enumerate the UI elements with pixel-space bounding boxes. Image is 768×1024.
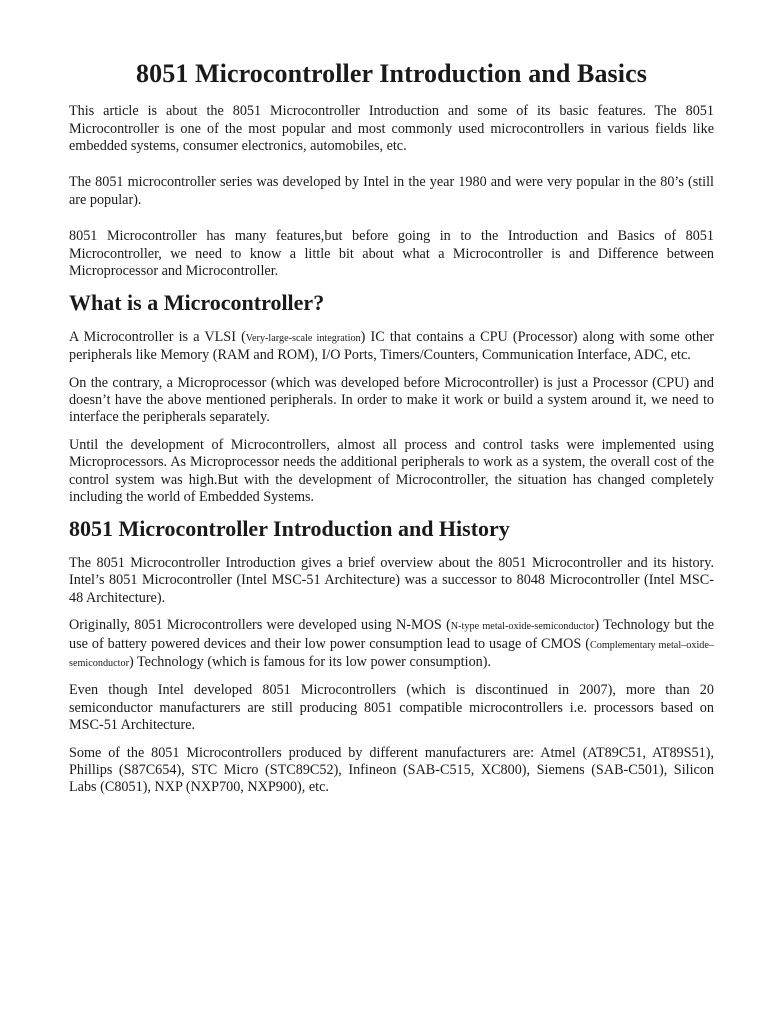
section-heading-introduction-history: 8051 Microcontroller Introduction and History bbox=[69, 516, 510, 542]
intro-paragraph-3: 8051 Microcontroller has many features,but before going in to the Introduction and Basics of 8051 Microcontroller, we need to know a little bit about what a Microcontroller is and Difference between Microprocessor and Microcontroller. bbox=[69, 228, 714, 280]
section2-paragraph-1: The 8051 Microcontroller Introduction gives a brief overview about the 8051 Microcontroller and its history. Intel’s 8051 Microcontroller (Intel MSC-51 Architecture) was a successor to 8048 Microcontroller (Intel MSC-48 Architecture). bbox=[69, 554, 714, 606]
section1-paragraph-2: On the contrary, a Microprocessor (which was developed before Microcontroller) is just a Processor (CPU) and doesn’t have the above mentioned peripherals. In order to make it work or build a system around it, we need to interface the peripherals separately. bbox=[69, 374, 714, 426]
section2-paragraph-3: Even though Intel developed 8051 Microcontrollers (which is discontinued in 2007), more than 20 semiconductor manufacturers are still producing 8051 compatible microcontrollers i.e. processors based on MSC-51 Architecture. bbox=[69, 682, 714, 734]
text-span: A Microcontroller is a VLSI ( bbox=[69, 328, 246, 345]
intro-paragraph-2: The 8051 microcontroller series was developed by Intel in the year 1980 and were very popular in the 80’s (still are popular). bbox=[69, 174, 714, 208]
section2-paragraph-4: Some of the 8051 Microcontrollers produced by different manufacturers are: Atmel (AT89C51, AT89S51), Phillips (S87C654), STC Micro (STC89C52), Infineon (SAB-C515, XC800), Siemens (SAB-C501), Silicon Labs (C8051), NXP (NXP700, NXP900), etc. bbox=[69, 744, 714, 796]
section1-paragraph-3: Until the development of Microcontrollers, almost all process and control tasks were implemented using Microprocessors. As Microprocessor needs the additional peripherals to work as a system, the overall cost of the control system was high.But with the development of Microcontroller, the situation has changed completely including the world of Embedded Systems. bbox=[69, 436, 714, 506]
cmos-expansion: Complementary metal–oxide–semiconductor bbox=[69, 639, 714, 669]
section2-paragraph-2 bbox=[69, 617, 714, 672]
intro-paragraph-1: This article is about the 8051 Microcontroller Introduction and some of its basic features. The 8051 Microcontroller is one of the most popular and most commonly used microcontrollers in various fields like embedded systems, consumer electronics, automobiles, etc. bbox=[69, 103, 714, 154]
vlsi-expansion: Very-large-scale integration bbox=[245, 332, 361, 344]
text-span: ) Technology but the use of battery powered devices and their low power consumption lead to usage of CMOS ( bbox=[69, 617, 714, 652]
page-title: 8051 Microcontroller Introduction and Basics bbox=[136, 59, 647, 88]
text-span: ) IC that contains a CPU (Processor) along with some other peripherals like Memory (RAM and ROM), I/O Ports, Timers/Counters, Communication Interface, ADC, etc. bbox=[69, 328, 714, 364]
document-page bbox=[69, 58, 714, 797]
text-span: Originally, 8051 Microcontrollers were developed using N-MOS ( bbox=[69, 617, 451, 634]
text-span: ) Technology (which is famous for its low power consumption). bbox=[128, 653, 492, 670]
section1-paragraph-1 bbox=[69, 329, 714, 365]
nmos-expansion: N-type metal-oxide-semiconductor bbox=[450, 621, 595, 633]
section-heading-what-is-microcontroller: What is a Microcontroller? bbox=[69, 290, 325, 316]
